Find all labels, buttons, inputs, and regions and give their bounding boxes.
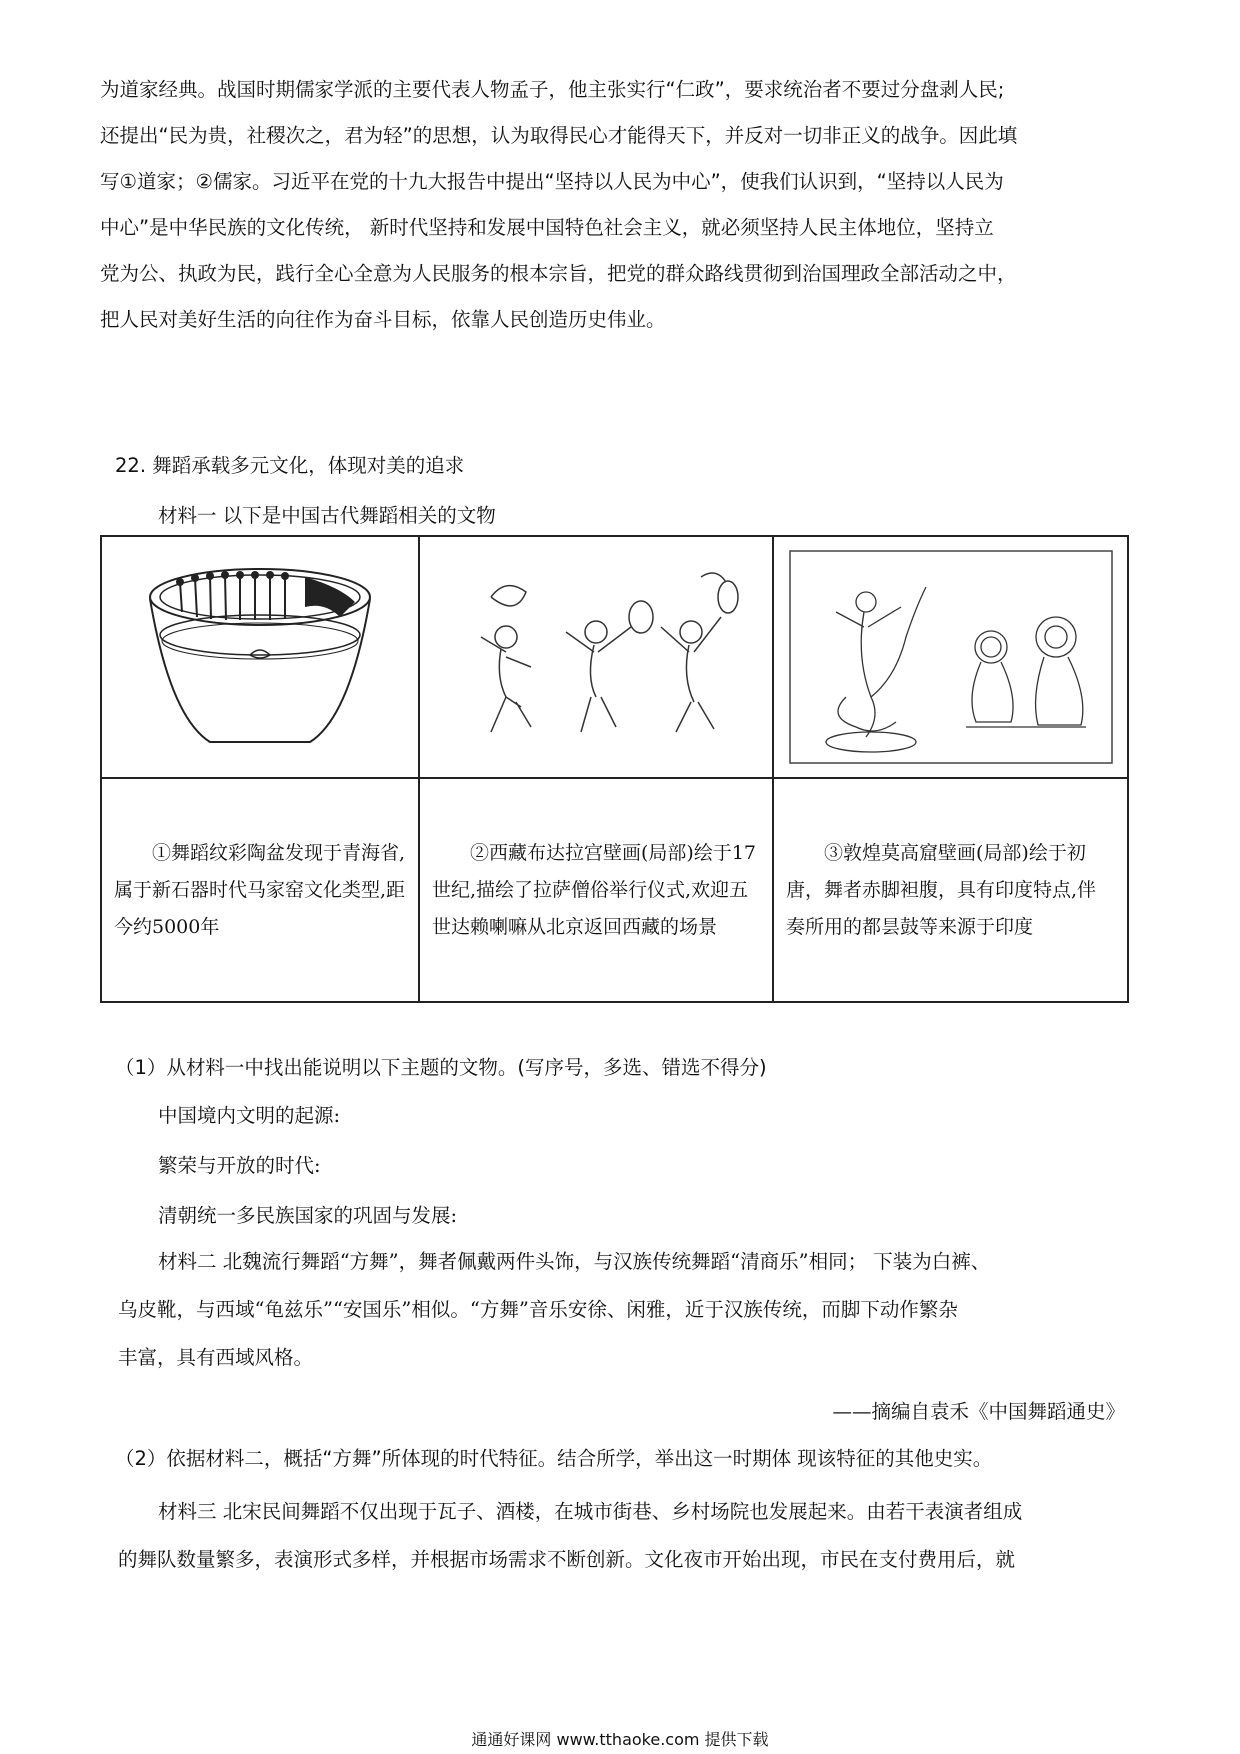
potala-mural-image [419,536,773,778]
question-22-title: 22. 舞蹈承载多元文化，体现对美的追求 [115,454,465,477]
intro-line: 把人民对美好生活的向往作为奋斗目标，依靠人民创造历史伟业。 [100,308,666,331]
intro-paragraph [100,67,1135,343]
dunhuang-mural-image [773,536,1128,778]
footer-source: 通通好课网 www.tthaoke.com 提供下载 [471,1730,769,1749]
material-3-line: 的舞队数量繁多，表演形式多样，并根据市场需求不断创新。文化夜市开始出现，市民在支付费用后，就 [118,1548,1016,1571]
material-3 [118,1488,1138,1584]
caption-2-text: ②西藏布达拉宫壁画(局部)绘于17世纪,描绘了拉萨僧俗举行仪式,欢迎五世达赖喇嘛从北京返回西藏的场景 [432,841,757,938]
topic-prosperity: 繁荣与开放的时代: [158,1154,321,1177]
intro-line: 为道家经典。战国时期儒家学派的主要代表人物孟子，他主张实行“仁政”，要求统治者不要过分盘剥人民; [100,78,1005,101]
topic-qing: 清朝统一多民族国家的巩固与发展: [158,1204,458,1227]
intro-line: 写①道家；②儒家。习近平在党的十九大报告中提出“坚持以人民为中心”，使我们认识到，“坚持以人民为 [100,170,1004,193]
caption-artifact-2 [419,778,773,1002]
material-2-line: 乌皮靴，与西域“龟兹乐”“安国乐”相似。“方舞”音乐安徐、闲雅，近于汉族传统，而脚下动作繁杂 [118,1298,958,1321]
material-2 [118,1238,1138,1382]
material-2-line: 材料二 北魏流行舞蹈“方舞”，舞者佩戴两件头饰，与汉族传统舞蹈“清商乐”相同； 下装为白裤、 [158,1250,991,1273]
intro-line: 党为公、执政为民，践行全心全意为人民服务的根本宗旨，把党的群众路线贯彻到治国理政全部活动之中， [100,262,1017,285]
caption-artifact-1 [101,778,419,1002]
intro-line: 中心”是中华民族的文化传统， 新时代坚持和发展中国特色社会主义，就必须坚持人民主体地位，坚持立 [100,216,994,239]
material-2-line: 丰富，具有西域风格。 [118,1346,314,1369]
material-2-source: ——摘编自袁禾《中国舞蹈通史》 [832,1400,1125,1423]
sub-question-2: （2）依据材料二，概括“方舞”所体现的时代特征。结合所学，举出这一时期体 现该特征的其他史实。 [115,1447,993,1470]
pottery-basin-image [101,536,419,778]
caption-artifact-3 [773,778,1128,1002]
material-1-label: 材料一 以下是中国古代舞蹈相关的文物 [158,504,496,527]
artifacts-table [100,535,1129,1003]
intro-line: 还提出“民为贵，社稷次之，君为轻”的思想，认为取得民心才能得天下，并反对一切非正义的战争。因此填 [100,124,1018,147]
caption-1-text: ①舞蹈纹彩陶盆发现于青海省,属于新石器时代马家窑文化类型,距今约5000年 [114,841,406,938]
material-3-line: 材料三 北宋民间舞蹈不仅出现于瓦子、酒楼，在城市街巷、乡村场院也发展起来。由若干表演者组成 [158,1500,1023,1523]
caption-3-text: ③敦煌莫高窟壁画(局部)绘于初唐，舞者赤脚袒腹，具有印度特点,伴奏所用的都昙鼓等来源于印度 [786,841,1097,938]
sub-question-1: （1）从材料一中找出能说明以下主题的文物。(写序号，多选、错选不得分) [115,1056,767,1079]
topic-origin: 中国境内文明的起源: [158,1104,341,1127]
